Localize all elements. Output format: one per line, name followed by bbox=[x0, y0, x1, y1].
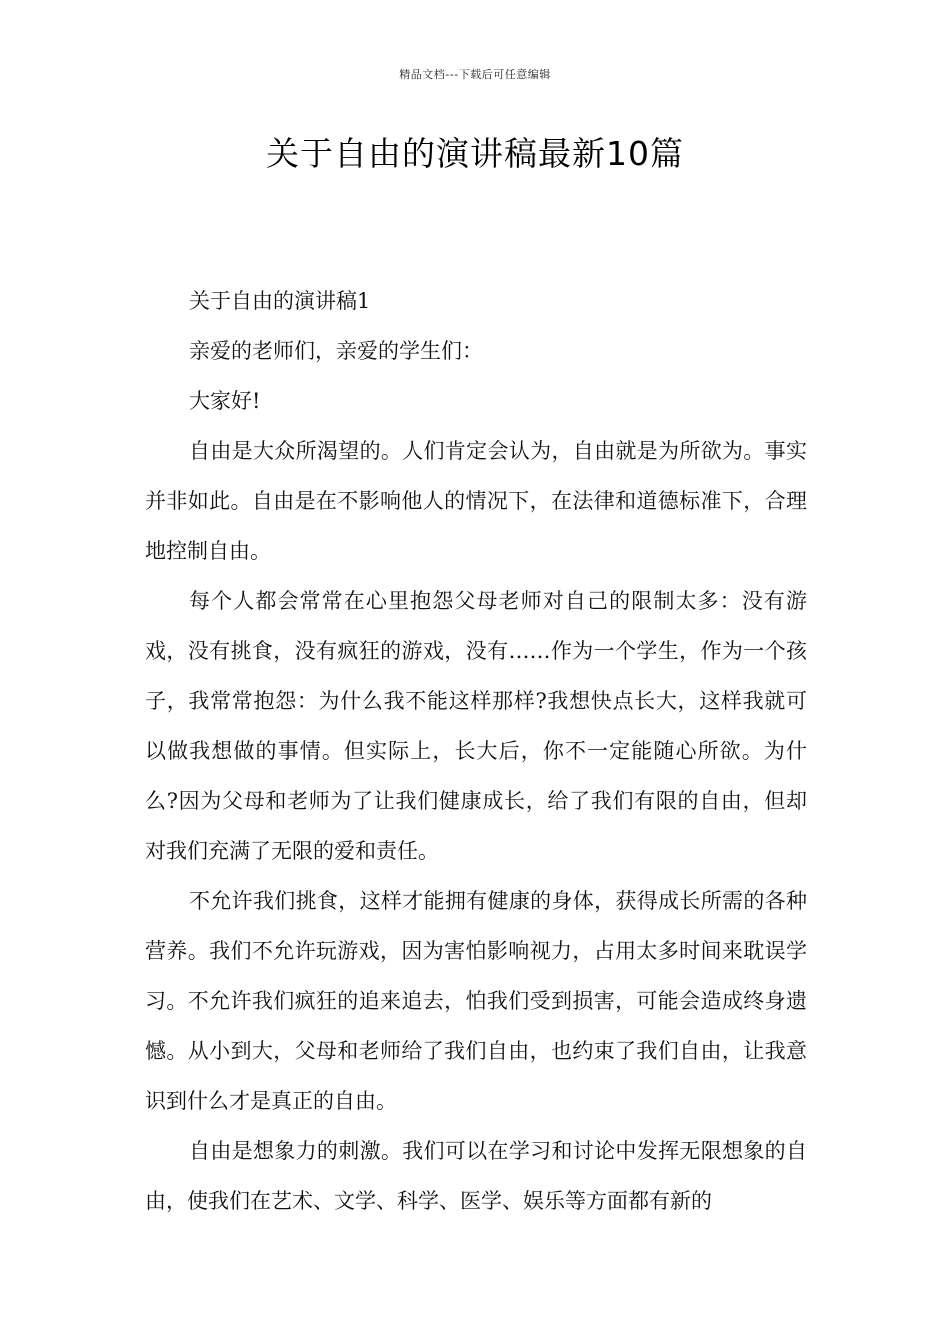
document-body bbox=[145, 276, 807, 1226]
salutation: 亲爱的老师们，亲爱的学生们： bbox=[189, 339, 483, 363]
greeting: 大家好! bbox=[189, 389, 261, 413]
section-heading: 关于自由的演讲稿1 bbox=[189, 289, 371, 313]
body-paragraph: 每个人都会常常在心里抱怨父母老师对自己的限制太多：没有游戏，没有挑食，没有疯狂的游戏，没有……作为一个学生，作为一个孩子，我常常抱怨：为什么我不能这样那样?我想快点长大，这样我就可以做我想做的事情。但实际上，长大后，你不一定能随心所欲。为什么?因为父母和老师为了让我们健康成长，给了我们有限的自由，但却对我们充满了无限的爱和责任。 bbox=[145, 589, 807, 863]
body-paragraph: 自由是想象力的刺激。我们可以在学习和讨论中发挥无限想象的自由，使我们在艺术、文学、科学、医学、娱乐等方面都有新的 bbox=[145, 1139, 807, 1213]
body-paragraph: 不允许我们挑食，这样才能拥有健康的身体，获得成长所需的各种营养。我们不允许玩游戏，因为害怕影响视力，占用太多时间来耽误学习。不允许我们疯狂的追来追去，怕我们受到损害，可能会造成终身遗憾。从小到大，父母和老师给了我们自由，也约束了我们自由，让我意识到什么才是真正的自由。 bbox=[145, 889, 807, 1113]
header-note: 精品文档---下载后可任意编辑 bbox=[399, 68, 551, 81]
body-paragraph: 自由是大众所渴望的。人们肯定会认为，自由就是为所欲为。事实并非如此。自由是在不影响他人的情况下，在法律和道德标准下，合理地控制自由。 bbox=[145, 439, 807, 563]
document-title: 关于自由的演讲稿最新10篇 bbox=[266, 134, 684, 173]
